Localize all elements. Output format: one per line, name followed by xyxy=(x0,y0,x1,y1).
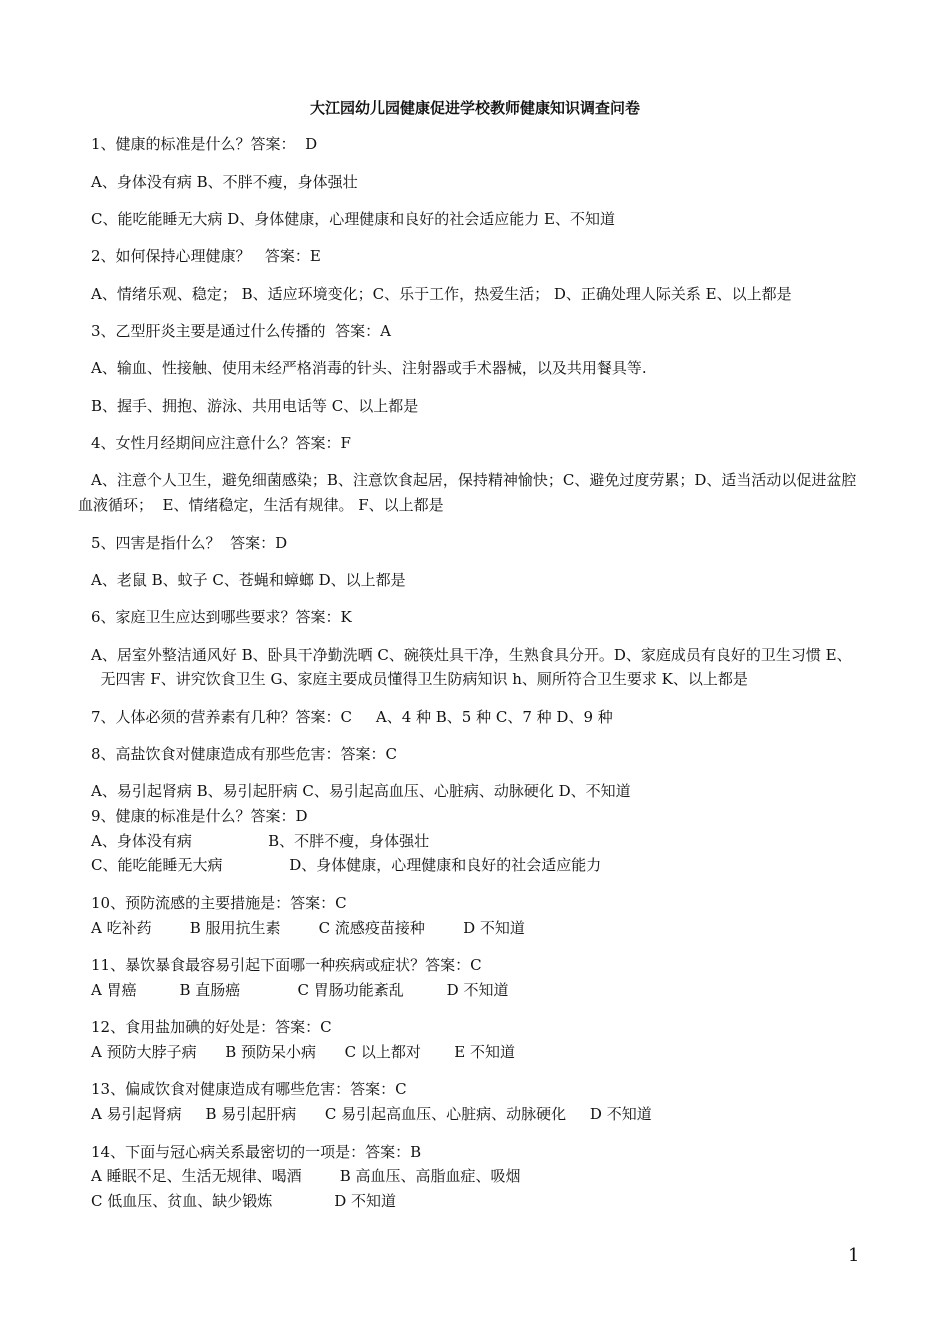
question-14: 14、下面与冠心病关系最密切的一项是：答案：B xyxy=(91,1143,422,1161)
question-5-options: A、老鼠 B、蚊子 C、苍蝇和蟑螂 D、以上都是 xyxy=(91,571,406,589)
question-11: 11、暴饮暴食最容易引起下面哪一种疾病或症状？答案：C xyxy=(91,956,482,974)
question-9-options-c-d: C、能吃能睡无大病 D、身体健康，心理健康和良好的社会适应能力 xyxy=(91,856,602,874)
question-6: 6、家庭卫生应达到哪些要求？答案：K xyxy=(91,608,352,626)
question-1-options-a-b: A、身体没有病 B、不胖不瘦，身体强壮 xyxy=(91,173,358,191)
question-3-option-a: A、输血、性接触、使用未经严格消毒的针头、注射器或手术器械，以及共用餐具等. xyxy=(91,359,647,377)
question-3: 3、乙型肝炎主要是通过什么传播的 答案：A xyxy=(91,322,391,340)
question-7: 7、人体必须的营养素有几种？答案：C A、4 种 B、5 种 C、7 种 D、9 种 xyxy=(91,708,613,726)
page-title: 大江园幼儿园健康促进学校教师健康知识调查问卷 xyxy=(309,99,640,117)
question-12-options: A 预防大脖子病 B 预防呆小病 C 以上都对 E 不知道 xyxy=(91,1043,515,1061)
question-6-options-line2: 无四害 F、讲究饮食卫生 G、家庭主要成员懂得卫生防病知识 h、厕所符合卫生要求 K、以上都是 xyxy=(91,670,748,688)
question-4: 4、女性月经期间应注意什么？答案：F xyxy=(91,434,351,452)
question-9-options-a-b: A、身体没有病 B、不胖不瘦，身体强壮 xyxy=(91,832,430,850)
question-6-options-line1: A、居室外整洁通风好 B、卧具干净勤洗晒 C、碗筷灶具干净，生熟食具分开。D、家庭成员有良好的卫生习惯 E、 xyxy=(91,646,852,664)
question-2: 2、如何保持心理健康？ 答案：E xyxy=(91,247,321,265)
question-2-options: A、情绪乐观、稳定； B、适应环境变化；C、乐于工作，热爱生活； D、正确处理人际关系 E、以上都是 xyxy=(91,285,792,303)
question-10: 10、预防流感的主要措施是：答案：C xyxy=(91,894,347,912)
question-10-options: A 吃补药 B 服用抗生素 C 流感疫苗接种 D 不知道 xyxy=(91,919,525,937)
question-3-options-b-c: B、握手、拥抱、游泳、共用电话等 C、以上都是 xyxy=(91,397,419,415)
question-4-options-line2: 血液循环； E、情绪稳定，生活有规律。 F、以上都是 xyxy=(78,496,444,514)
question-12: 12、食用盐加碘的好处是：答案：C xyxy=(91,1018,332,1036)
question-8-options: A、易引起肾病 B、易引起肝病 C、易引起高血压、心脏病、动脉硬化 D、不知道 xyxy=(91,782,631,800)
question-1-options-c-e: C、能吃能睡无大病 D、身体健康，心理健康和良好的社会适应能力 E、不知道 xyxy=(91,210,615,228)
question-1: 1、健康的标准是什么？答案： D xyxy=(91,135,318,153)
question-13-options: A 易引起肾病 B 易引起肝病 C 易引起高血压、心脏病、动脉硬化 D 不知道 xyxy=(91,1105,652,1123)
question-11-options: A 胃癌 B 直肠癌 C 胃肠功能紊乱 D 不知道 xyxy=(91,981,509,999)
question-4-options-line1: A、注意个人卫生，避免细菌感染；B、注意饮食起居，保持精神愉快；C、避免过度劳累；D、适当活动以促进盆腔 xyxy=(91,471,857,489)
question-5: 5、四害是指什么？ 答案：D xyxy=(91,534,288,552)
question-8: 8、高盐饮食对健康造成有那些危害：答案：C xyxy=(91,745,398,763)
page-number: 1 xyxy=(848,1245,860,1266)
question-14-options-c-d: C 低血压、贫血、缺少锻炼 D 不知道 xyxy=(91,1192,397,1210)
question-9: 9、健康的标准是什么？答案：D xyxy=(91,807,308,825)
question-14-options-a-b: A 睡眠不足、生活无规律、喝酒 B 高血压、高脂血症、吸烟 xyxy=(91,1167,521,1185)
question-13: 13、偏咸饮食对健康造成有哪些危害：答案：C xyxy=(91,1080,407,1098)
